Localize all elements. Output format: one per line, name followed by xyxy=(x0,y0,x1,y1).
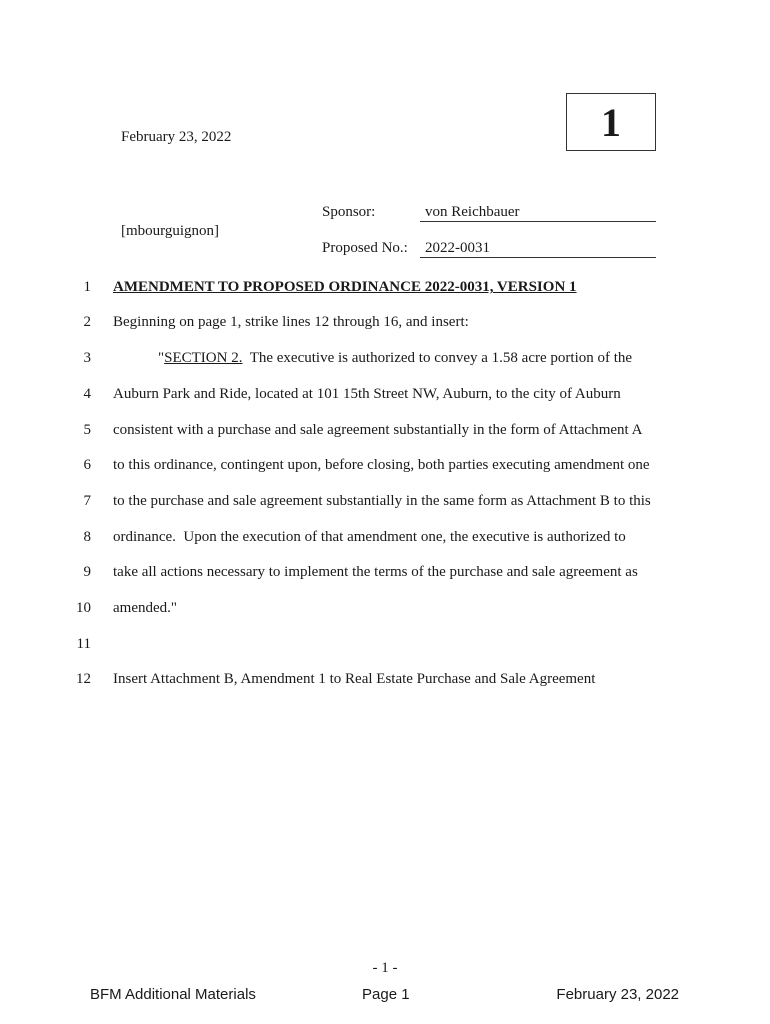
proposed-number-label: Proposed No.: xyxy=(322,240,408,256)
numbered-line xyxy=(0,457,770,479)
line-number: 8 xyxy=(83,529,91,545)
line-number: 7 xyxy=(83,493,91,509)
line-text: consistent with a purchase and sale agreement substantially in the form of Attachment A xyxy=(113,422,643,438)
line-text: take all actions necessary to implement the terms of the purchase and sale agreement as xyxy=(113,564,638,580)
line-text: Insert Attachment B, Amendment 1 to Real Estate Purchase and Sale Agreement xyxy=(113,671,596,687)
document-date: February 23, 2022 xyxy=(121,129,232,145)
line-number: 10 xyxy=(76,600,91,616)
line-number: 6 xyxy=(83,457,91,473)
author-tag: [mbourguignon] xyxy=(121,223,220,239)
numbered-line xyxy=(0,671,770,693)
page-number: - 1 - xyxy=(372,960,398,976)
numbered-line xyxy=(0,350,770,372)
numbered-line xyxy=(0,422,770,444)
line-number: 9 xyxy=(83,564,91,580)
line-number: 2 xyxy=(83,314,91,330)
line-text xyxy=(158,350,632,367)
footer-left: BFM Additional Materials xyxy=(90,986,256,1003)
numbered-line xyxy=(0,636,770,658)
line-text: ordinance. Upon the execution of that amendment one, the executive is authorized to xyxy=(113,529,626,545)
numbered-line xyxy=(0,314,770,336)
sponsor-label: Sponsor: xyxy=(322,204,376,220)
line-number: 4 xyxy=(83,386,91,402)
line-text: Beginning on page 1, strike lines 12 through 16, and insert: xyxy=(113,314,469,330)
footer-center: Page 1 xyxy=(362,986,410,1003)
line-number: 12 xyxy=(76,671,91,687)
line-text: Auburn Park and Ride, located at 101 15th Street NW, Auburn, to the city of Auburn xyxy=(113,386,621,402)
footer-right: February 23, 2022 xyxy=(556,986,679,1003)
line-text: amended." xyxy=(113,600,178,616)
numbered-line xyxy=(0,600,770,622)
numbered-line xyxy=(0,386,770,408)
numbered-line xyxy=(0,279,770,301)
line-number: 1 xyxy=(83,279,91,295)
open-quote: " xyxy=(158,350,165,366)
numbered-line xyxy=(0,529,770,551)
amendment-number-box: 1 xyxy=(566,93,656,151)
section-heading: SECTION 2. xyxy=(164,350,243,366)
numbered-line xyxy=(0,564,770,586)
sponsor-value: von Reichbauer xyxy=(420,202,656,222)
numbered-line xyxy=(0,493,770,515)
proposed-number-value: 2022-0031 xyxy=(420,238,656,258)
amendment-title: AMENDMENT TO PROPOSED ORDINANCE 2022-0031, VERSION 1 xyxy=(113,279,577,295)
line-number: 5 xyxy=(83,422,91,438)
line-text: to the purchase and sale agreement substantially in the same form as Attachment B to this xyxy=(113,493,651,509)
line-number: 11 xyxy=(76,636,91,652)
section-text: The executive is authorized to convey a 1.58 acre portion of the xyxy=(242,350,633,366)
line-number: 3 xyxy=(83,350,91,366)
line-text: to this ordinance, contingent upon, before closing, both parties executing amendment one xyxy=(113,457,650,473)
